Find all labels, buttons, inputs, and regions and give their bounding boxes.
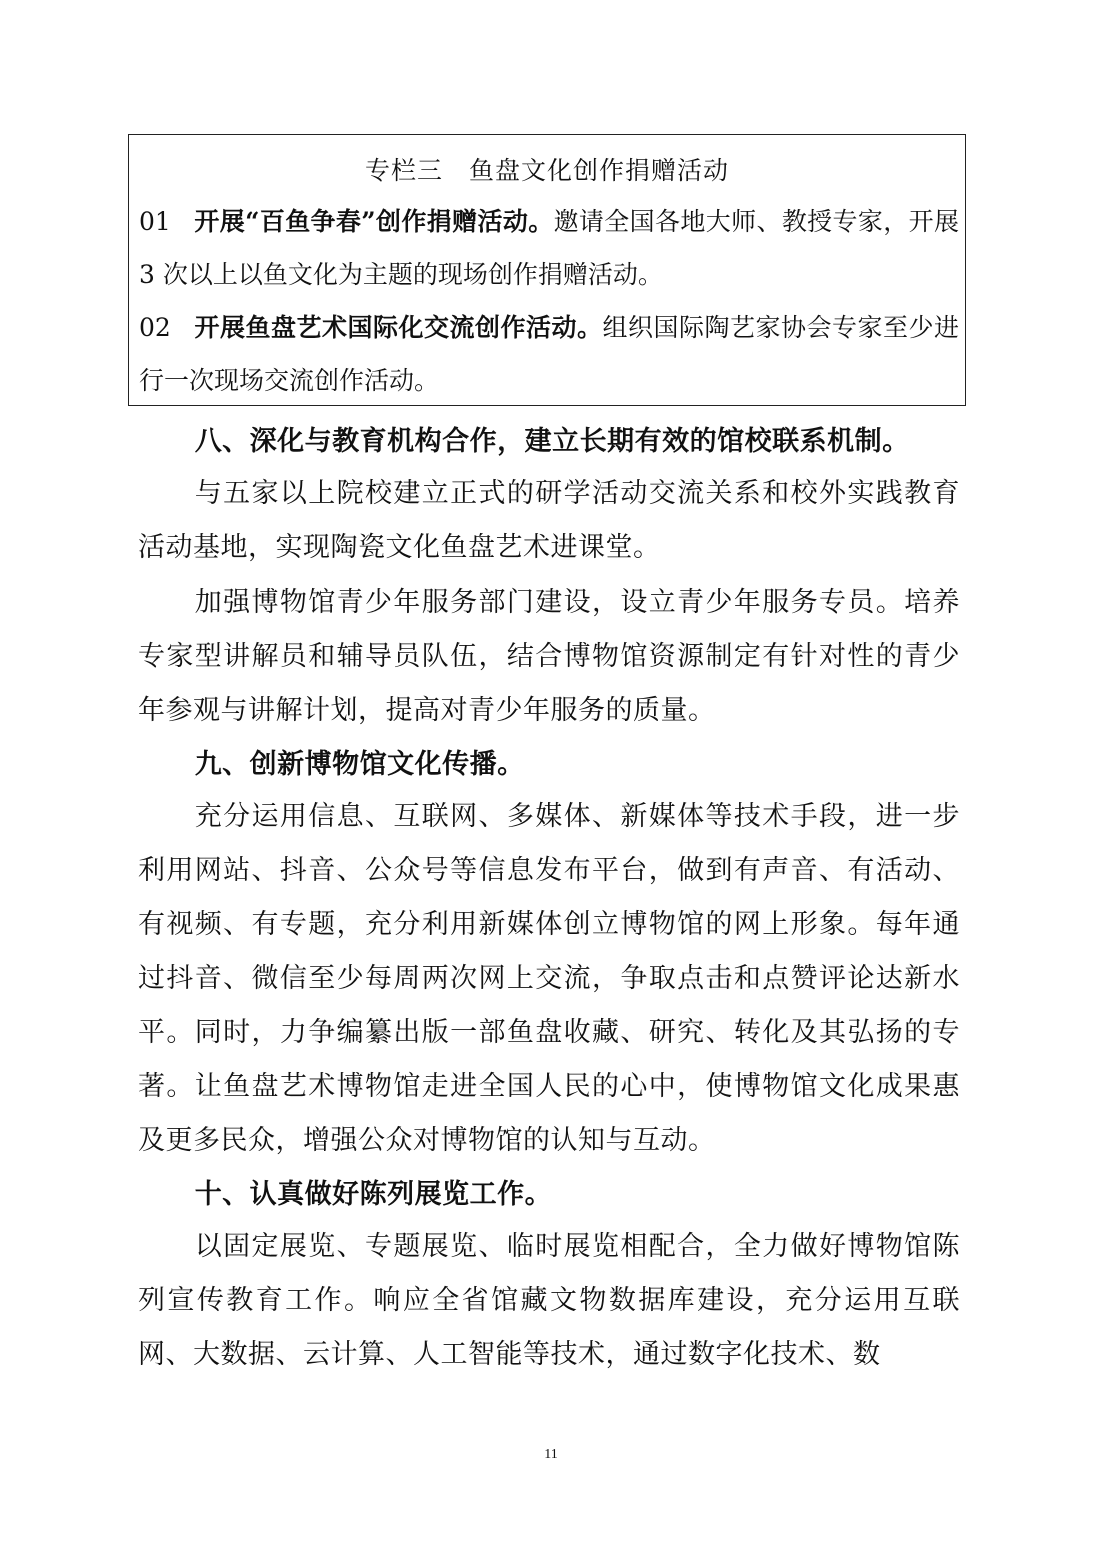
box-item-1 [139, 195, 959, 301]
box-item-number: 02 [139, 313, 171, 342]
box-title: 专栏三 鱼盘文化创作捐赠活动 [364, 156, 729, 185]
box-item-2 [139, 301, 959, 407]
section-8-paragraph-1: 与五家以上院校建立正式的研学活动交流关系和校外实践教育活动基地，实现陶瓷文化鱼盘艺术进课堂。 [138, 478, 960, 563]
section-heading-10: 十、认真做好陈列展览工作。 [194, 1179, 553, 1210]
section-heading-9: 九、创新博物馆文化传播。 [194, 749, 525, 780]
section-8-paragraph-2: 加强博物馆青少年服务部门建设，设立青少年服务专员。培养专家型讲解员和辅导员队伍，结合博物馆资源制定有针对性的青少年参观与讲解计划，提高对青少年服务的质量。 [138, 587, 960, 726]
page-number: 11 [544, 1447, 558, 1462]
box-item-number: 01 [139, 207, 171, 236]
box-item-lead: 开展鱼盘艺术国际化交流创作活动。 [194, 313, 603, 342]
section-heading-8: 八、深化与教育机构合作，建立长期有效的馆校联系机制。 [194, 426, 910, 457]
box-item-lead: 开展“百鱼争春”创作捐赠活动。 [194, 207, 554, 236]
section-10-paragraph-1: 以固定展览、专题展览、临时展览相配合，全力做好博物馆陈列宣传教育工作。响应全省馆藏文物数据库建设，充分运用互联网、大数据、云计算、人工智能等技术，通过数字化技术、数 [138, 1231, 960, 1370]
box-item-text: 组织国际陶艺家协会专家至少进行一次现场交流创作活动。 [139, 313, 959, 395]
section-9-paragraph-1: 充分运用信息、互联网、多媒体、新媒体等技术手段，进一步利用网站、抖音、公众号等信息发布平台，做到有声音、有活动、有视频、有专题，充分利用新媒体创立博物馆的网上形象。每年通过抖音、微信至少每周两次网上交流，争取点击和点赞评论达新水平。同时，力争编纂出版一部鱼盘收藏、研究、转化及其弘扬的专著。让鱼盘艺术博物馆走进全国人民的心中，使博物馆文化成果惠及更多民众，增强公众对博物馆的认知与互动。 [138, 801, 960, 1156]
box-item-text: 邀请全国各地大师、教授专家，开展 3 次以上以鱼文化为主题的现场创作捐赠活动。 [139, 207, 959, 289]
sidebar-box-column-three [128, 134, 966, 406]
